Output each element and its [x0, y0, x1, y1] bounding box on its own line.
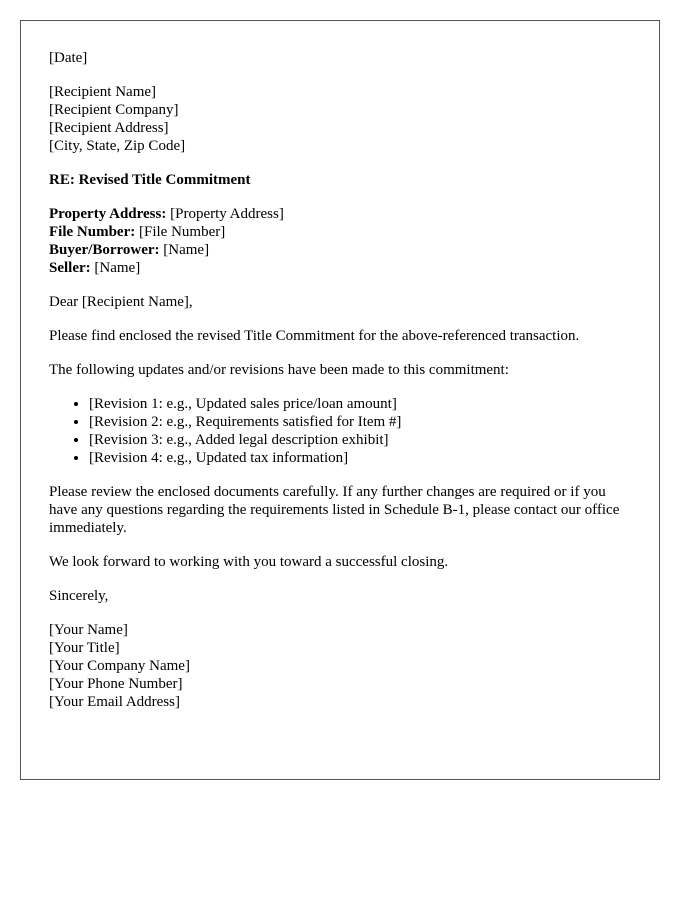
buyer-label: Buyer/Borrower: — [49, 242, 160, 258]
recipient-city-state-zip: [City, State, Zip Code] — [49, 138, 186, 154]
intro-paragraph: Please find enclosed the revised Title Commitment for the above-referenced transaction. — [49, 328, 580, 344]
property-address-row — [49, 205, 631, 223]
closing-paragraph: We look forward to working with you toward a successful closing. — [49, 554, 449, 570]
signature-name: [Your Name] — [49, 622, 128, 638]
signature-company: [Your Company Name] — [49, 658, 190, 674]
file-number-value: [File Number] — [138, 224, 226, 240]
recipient-company: [Recipient Company] — [49, 102, 179, 118]
revision-item: • [Revision 4: e.g., Updated tax information] — [89, 449, 631, 467]
revision-item: • [Revision 1: e.g., Updated sales price/loan amount] — [89, 395, 631, 413]
file-number-label: File Number: — [49, 224, 136, 240]
subject-block — [49, 171, 631, 189]
revision-item: • [Revision 2: e.g., Requirements satisfied for Item #] — [89, 413, 631, 431]
details-block — [49, 205, 631, 277]
signature-phone: [Your Phone Number] — [49, 676, 183, 692]
recipient-address: [Recipient Address] — [49, 120, 169, 136]
seller-label: Seller: — [49, 260, 91, 276]
recipient-block — [49, 83, 631, 155]
seller-row — [49, 259, 631, 277]
revision-item: • [Revision 3: e.g., Added legal description exhibit] — [89, 431, 631, 449]
updates-intro-paragraph: The following updates and/or revisions have been made to this commitment: — [49, 362, 509, 378]
property-address-value: [Property Address] — [170, 206, 284, 222]
date: [Date] — [49, 50, 88, 66]
buyer-value: [Name] — [163, 242, 210, 258]
buyer-row — [49, 241, 631, 259]
subject-line: RE: Revised Title Commitment — [49, 172, 251, 188]
signature-title: [Your Title] — [49, 640, 120, 656]
signature-email: [Your Email Address] — [49, 694, 180, 710]
property-address-label: Property Address: — [49, 206, 167, 222]
recipient-name: [Recipient Name] — [49, 84, 157, 100]
revisions-list — [49, 395, 631, 467]
file-number-row — [49, 223, 631, 241]
review-paragraph: Please review the enclosed documents carefully. If any further changes are required or if you have any questions regarding the requirements listed in Schedule B-1, please contact our office immediately. — [49, 484, 620, 536]
signoff: Sincerely, — [49, 588, 109, 604]
seller-value: [Name] — [94, 260, 141, 276]
salutation: Dear [Recipient Name], — [49, 294, 193, 310]
signature-block — [49, 621, 631, 711]
letter-page — [20, 20, 660, 780]
date-block — [49, 49, 631, 67]
